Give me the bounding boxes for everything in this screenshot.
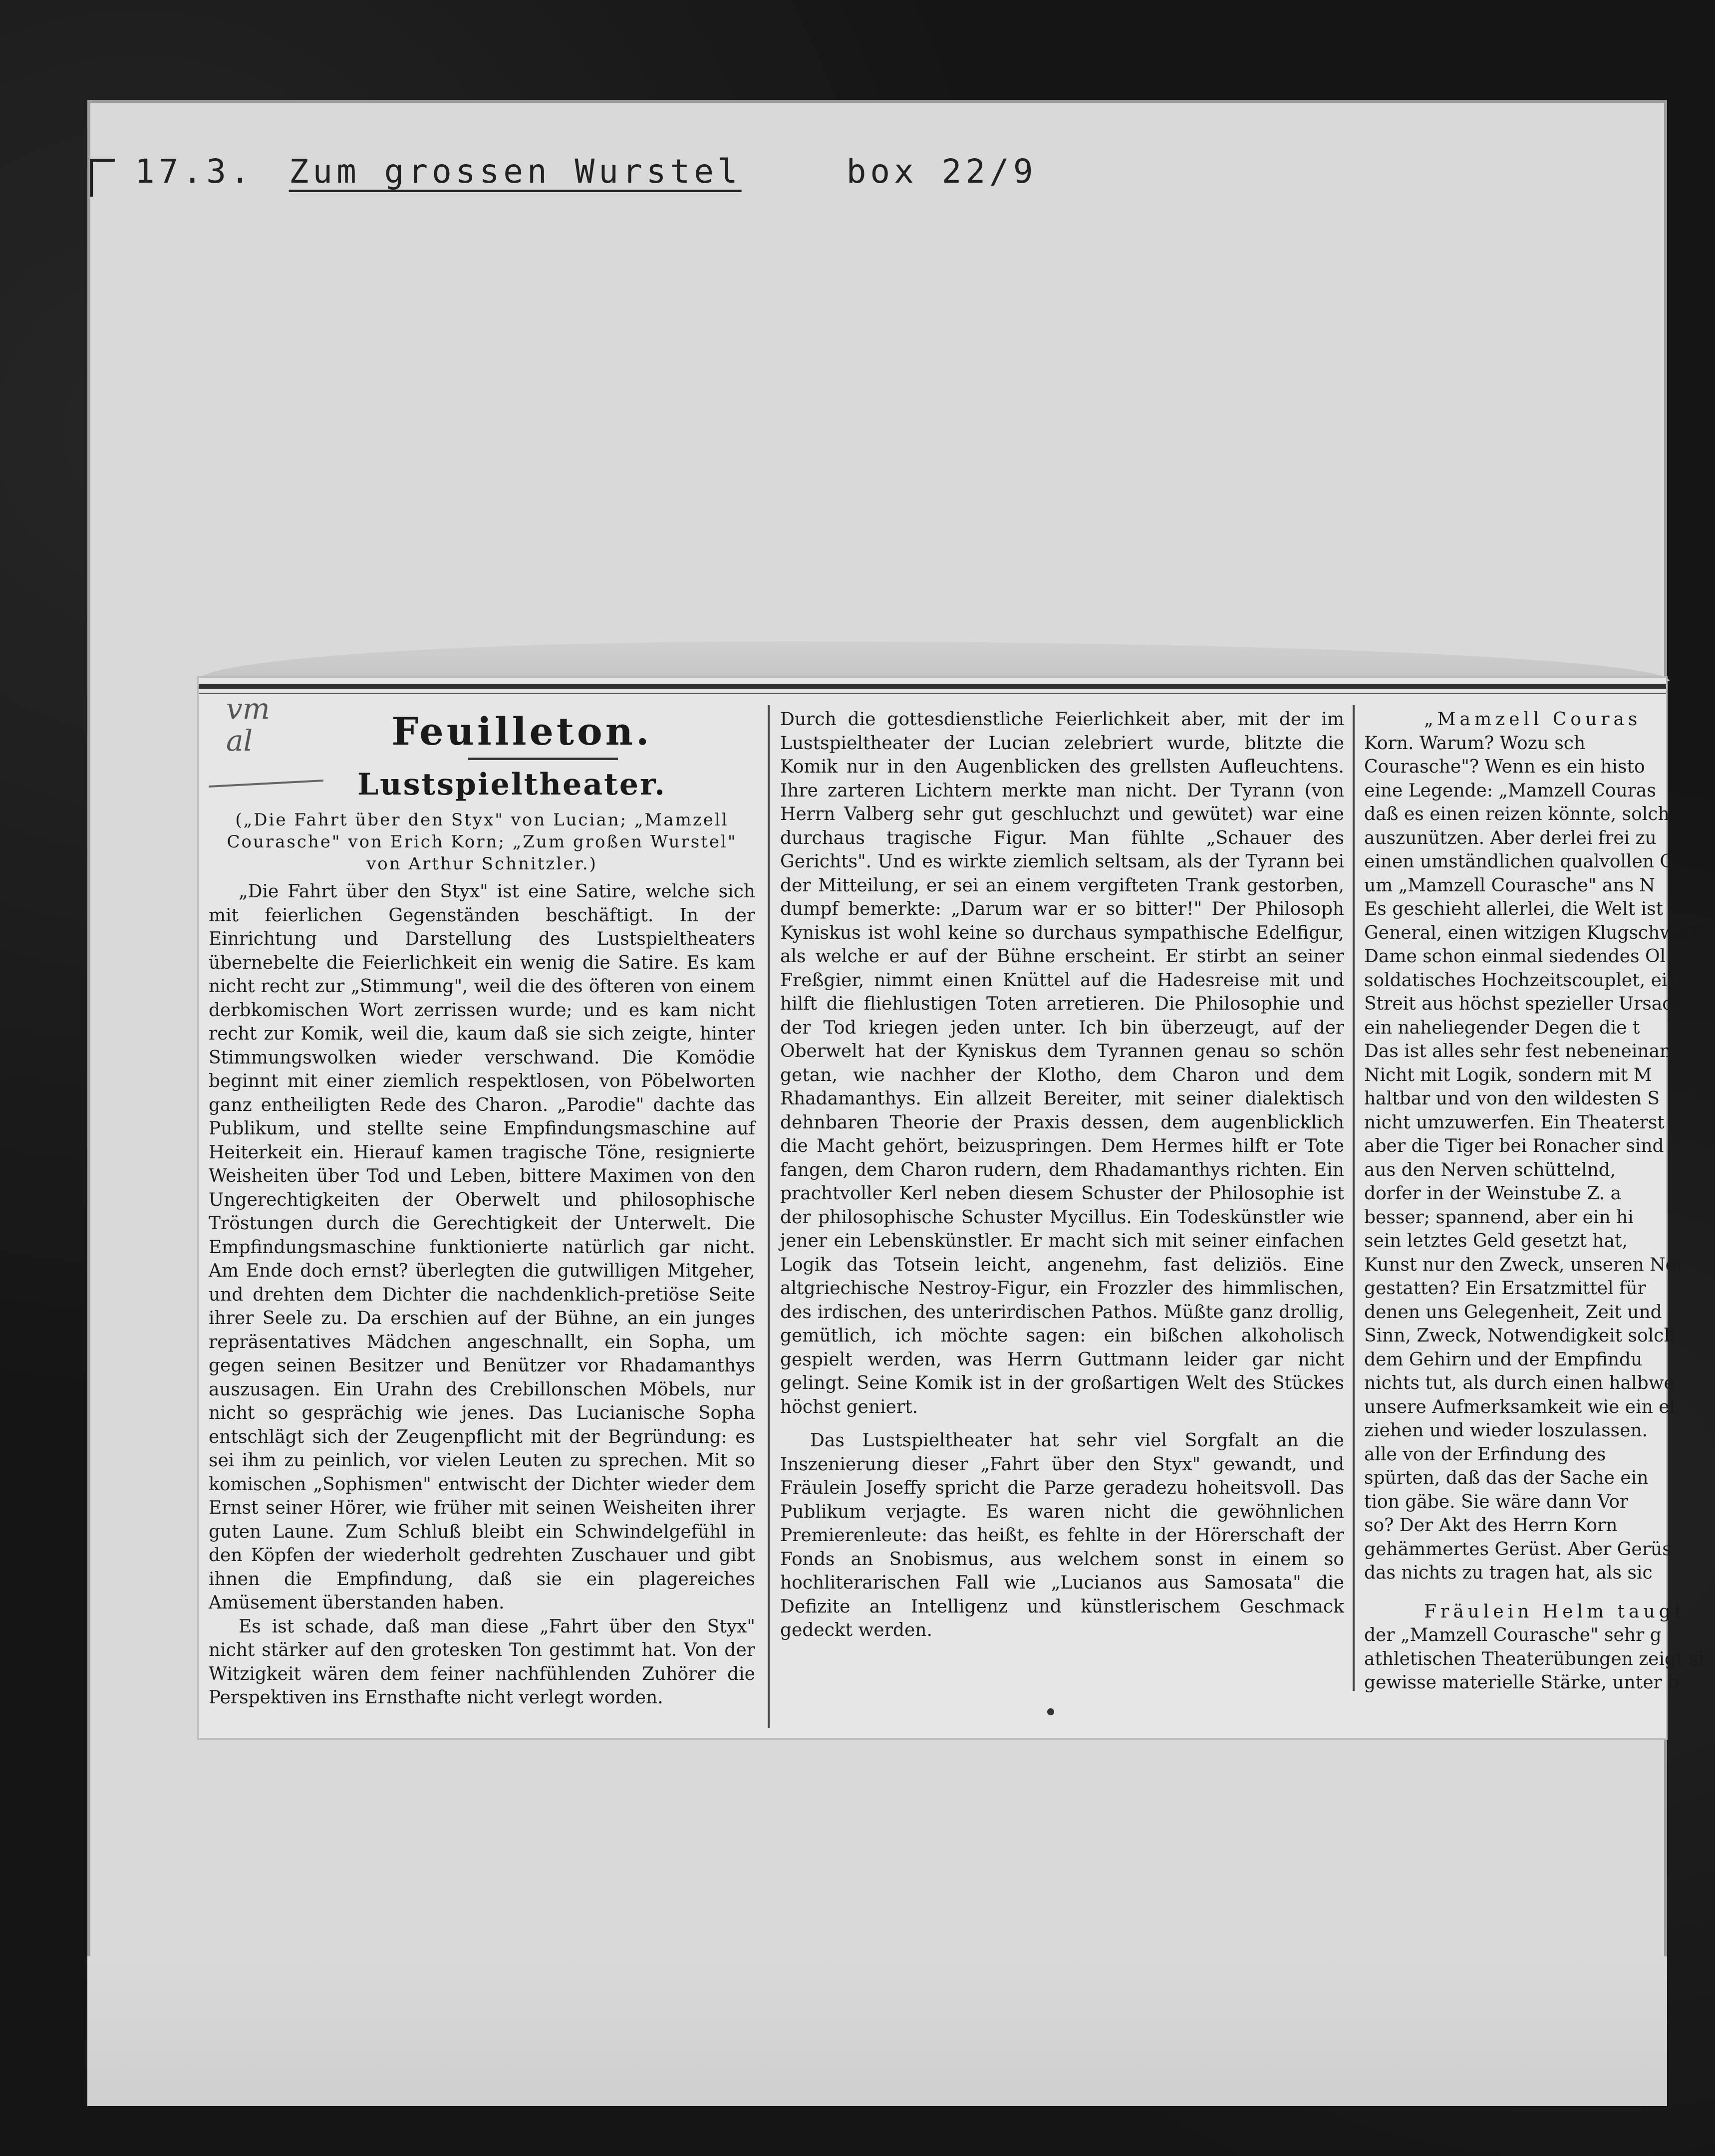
column-3-line: daß es einen reizen könnte, solch bbox=[1364, 804, 1670, 824]
column-3-line: sein letztes Geld gesetzt hat, bbox=[1364, 1231, 1628, 1251]
column-3-line: aus den Nerven schüttelnd, bbox=[1364, 1159, 1616, 1180]
column-3-line: aber die Tiger bei Ronacher sind bbox=[1364, 1136, 1664, 1156]
column-1 bbox=[209, 708, 755, 1710]
column-3-line: einen umständlichen qualvollen G bbox=[1364, 851, 1675, 872]
top-rule-thick bbox=[199, 684, 1666, 689]
column-3-line: Sinn, Zweck, Notwendigkeit solch bbox=[1364, 1326, 1676, 1346]
paragraph: Das Lustspieltheater hat sehr viel Sorgfalt an die Inszenierung dieser „Fahrt über den Styx" gewandt, und Fräulein Joseffy spricht die Parze geradezu hoheitsvoll. Das Publikum verjagte. Es waren nicht die gewöhnlichen Premierenleute: das heißt, es fehlte in der Hörerschaft der Fonds an Snobismus, aus welchem sonst in einem so hochliterarischen Fall wie „Lucianos aus Samosata" die Defizite an Intelligenz und künstlerischem Geschmack gedeckt werden. bbox=[780, 1430, 1344, 1640]
column-3-line: ein naheliegender Degen die t bbox=[1364, 1017, 1640, 1038]
paragraph: Es ist schade, daß man diese „Fahrt über den Styx" nicht stärker auf den grotesken Ton gestimmt hat. Von der Witzigkeit wären dem feiner nachfühlenden Zuhörer die Perspektiven ins Ernsthafte nicht verlegt worden. bbox=[209, 1616, 755, 1708]
column-3-line: der „Mamzell Courasche" sehr g bbox=[1364, 1625, 1662, 1645]
paragraph: Durch die gottesdienstliche Feierlichkeit aber, mit der im Lustspieltheater der Lucian zelebriert wurde, blitzte die Komik nur in den Augenblicken des grellsten Aufleuchtens. Ihre zarteren Lichtern merkte man nicht. Der Tyrann (von Herrn Valberg sehr gut geschluchzt und gewütet) war eine durchaus tragische Figur. Man fühlte „Schauer des Gerichts". Und es wirkte ziemlich seltsam, als der Tyrann bei der Mitteilung, er sei an einem vergifteten Trank gestorben, dumpf bemerkte: „Darum war er so bitter!" Der Philosoph Kyniskus ist wohl keine so durchaus sympathische Edelfigur, als welche er auf der Bühne erscheint. Er stirbt an seiner Freßgier, nimmt einen Knüttel auf die Hadesreise mit und hilft die fliehlustigen Toten arretieren. Die Philosophie und der Tod kriegen jeden unter. Ich bin überzeugt, auf der Oberwelt hat der Kyniskus dem Tyrannen genau so schön getan, wie nachher der Klotho, dem Charon und dem Rhadamanthys. Ein allzeit Bereiter, mit seiner dialektisch dehnbaren Theorie der Praxis dessen, dem augenblicklich die Macht gehört, beizuspringen. Dem Hermes hilft er Tote fangen, dem Charon rudern, dem Rhadamanthys richten. Ein prachtvoller Kerl neben diesem Schuster der Philosophie ist der philosophische Schuster Mycillus. Ein Todeskünstler wie jener ein Lebenskünstler. Er macht sich mit seiner einfachen Logik das Totsein leicht, angenehm, fast deliziös. Eine altgriechische Nestroy-Figur, ein Frozzler des himmlischen, des irdischen, des unterirdischen Pathos. Müßte ganz drollig, gemütlich, ich möchte sagen: ein bißchen alkoholisch gespielt werden, was Herrn Guttmann leider gar nicht gelingt. Seine Komik ist in der großartigen Welt des Stückes höchst geniert. bbox=[780, 709, 1344, 1417]
paragraph: „Die Fahrt über den Styx" ist eine Satire, welche sich mit feierlichen Gegenständen beschäftigt. In der Einrichtung und Darstellung des Lustspieltheaters übernebelte die Feierlichkeit ein wenig die Satire. Es kam nicht recht zur „Stimmung", weil die des öfteren von einem derbkomischen Wort zerrissen wurde; und es kam nicht recht zur Komik, weil die, kaum daß sie sich zeigte, hinter Stimmungswolken wieder verschwand. Die Komödie beginnt mit einer ziemlich respektlosen, von Pöbelworten ganz entheiligten Rede des Charon. „Parodie" dachte das Publikum, und stellte seine Empfindungsmaschine auf Heiterkeit ein. Hierauf kamen tragische Töne, resignierte Weisheiten über Tod und Leben, bittere Maximen von den Ungerechtigkeiten der Oberwelt und philosophische Tröstungen durch die Gerechtigkeit der Unterwelt. Die Empfindungsmaschine funktionierte natürlich gar nicht. Am Ende doch ernst? überlegten die gutwilligen Mitgeher, und drehten dem Dichter die nachdenklich-pretiöse Seite ihrer Seele zu. Da erschien auf der Bühne, an ein junges repräsentatives Mädchen angeschnallt, ein Sopha, um gegen seinen Besitzer und Benützer vor Rhadamanthys auszusagen. Ein Urahn des Crebillonschen Möbels, nur nicht so gesprächig wie jenes. Das Lucianische Sopha entschlägt sich der Zeugenpflicht mit der Begründung: es sei ihm zu peinlich, vor vielen Leuten zu sprechen. Mit so komischen „Sophismen" entwischt der Dichter wieder dem Ernst seiner Hörer, wie früher mit seinen Weisheiten ihrer guten Laune. Zum Schluß bleibt ein Schwindelgefühl in den Köpfen der wiederholt gedrehten Zuschauer und gibt ihnen die Empfindung, daß sie ein plagereiches Amüsement überstanden haben. bbox=[209, 881, 755, 1613]
column-3-line: Es geschieht allerlei, die Welt ist bbox=[1364, 899, 1664, 919]
column-3-line: gewisse materielle Stärke, unter b bbox=[1364, 1672, 1680, 1693]
column-3-line: dem Gehirn und der Empfindu bbox=[1364, 1349, 1643, 1370]
archive-header bbox=[135, 152, 1037, 207]
newspaper-clipping bbox=[197, 676, 1704, 1740]
column-3-line bbox=[1364, 1585, 1666, 1600]
ink-spot bbox=[1047, 1708, 1054, 1715]
corner-mark bbox=[90, 159, 115, 197]
column-3-line: das nichts zu tragen hat, als sic bbox=[1364, 1563, 1653, 1583]
column-3-line: Fräulein Helm taugt bbox=[1424, 1601, 1686, 1622]
column-3-line: ziehen und wieder loszulassen. bbox=[1364, 1420, 1648, 1441]
column-3-line: haltbar und von den wildesten S bbox=[1364, 1088, 1660, 1109]
column-3 bbox=[1364, 708, 1704, 1736]
column-3-line: General, einen witzigen Klugschwätz bbox=[1364, 922, 1703, 943]
column-3-line: Kunst nur den Zweck, unseren Ner bbox=[1364, 1254, 1685, 1275]
column-3-line: so? Der Akt des Herrn Korn bbox=[1364, 1515, 1618, 1536]
column-3-line: Streit aus höchst spezieller Ursac bbox=[1364, 994, 1673, 1014]
column-3-line: soldatisches Hochzeitscouplet, ein bbox=[1364, 970, 1679, 991]
column-2 bbox=[780, 708, 1344, 1642]
column-3-line: athletischen Theaterübungen zeigt si bbox=[1364, 1648, 1704, 1669]
column-3-line: Nicht mit Logik, sondern mit M bbox=[1364, 1065, 1652, 1085]
column-3-line: Korn. Warum? Wozu sch bbox=[1364, 733, 1586, 754]
masthead-rule bbox=[468, 758, 618, 760]
column-3-line: eine Legende: „Mamzell Couras bbox=[1364, 780, 1656, 801]
column-3-line: nicht umzuwerfen. Ein Theaterst bbox=[1364, 1112, 1665, 1133]
article-heading: Lustspieltheater. bbox=[357, 767, 667, 802]
column-3-line: dorfer in der Weinstube Z. a bbox=[1364, 1183, 1622, 1204]
column-3-line: unsere Aufmerksamkeit wie ein el bbox=[1364, 1396, 1676, 1417]
column-3-line: auszunützen. Aber derlei frei zu bbox=[1364, 827, 1657, 848]
column-3-line: gehämmertes Gerüst. Aber Gerüs bbox=[1364, 1539, 1672, 1560]
header-number: 17.3. bbox=[135, 152, 254, 191]
column-3-line: „Mamzell Couras bbox=[1424, 709, 1642, 730]
column-divider bbox=[1353, 705, 1355, 1691]
column-3-line: besser; spannend, aber ein hi bbox=[1364, 1207, 1634, 1228]
top-rule-thin bbox=[199, 693, 1666, 694]
column-3-line: Courasche"? Wenn es ein histo bbox=[1364, 757, 1645, 777]
article-credits: („Die Fahrt über den Styx" von Lucian; „Mamzell Courasche" von Erich Korn; „Zum großen Wurstel" von Arthur Schnitzler.) bbox=[227, 810, 737, 874]
column-3-line: alle von der Erfindung des bbox=[1364, 1444, 1606, 1465]
column-3-line: um „Mamzell Courasche" ans N bbox=[1364, 875, 1655, 896]
column-3-line: tion gäbe. Sie wäre dann Vor bbox=[1364, 1491, 1629, 1512]
column-3-line: nichts tut, als durch einen halbwe bbox=[1364, 1373, 1675, 1393]
column-3-line: denen uns Gelegenheit, Zeit und bbox=[1364, 1302, 1662, 1323]
column-3-line: Dame schon einmal siedendes Ol bbox=[1364, 946, 1666, 967]
feuilleton-masthead: Feuilleton. bbox=[391, 709, 652, 754]
column-divider bbox=[768, 705, 770, 1728]
header-title: Zum grossen Wurstel bbox=[288, 152, 742, 191]
column-3-line: spürten, daß das der Sache ein bbox=[1364, 1468, 1649, 1488]
header-box-number: box 22/9 bbox=[846, 152, 1037, 191]
column-3-line: Das ist alles sehr fest nebeneinan bbox=[1364, 1041, 1672, 1062]
column-3-line: gestatten? Ein Ersatzmittel für bbox=[1364, 1278, 1646, 1299]
pencil-annotation: vm al bbox=[226, 692, 270, 758]
